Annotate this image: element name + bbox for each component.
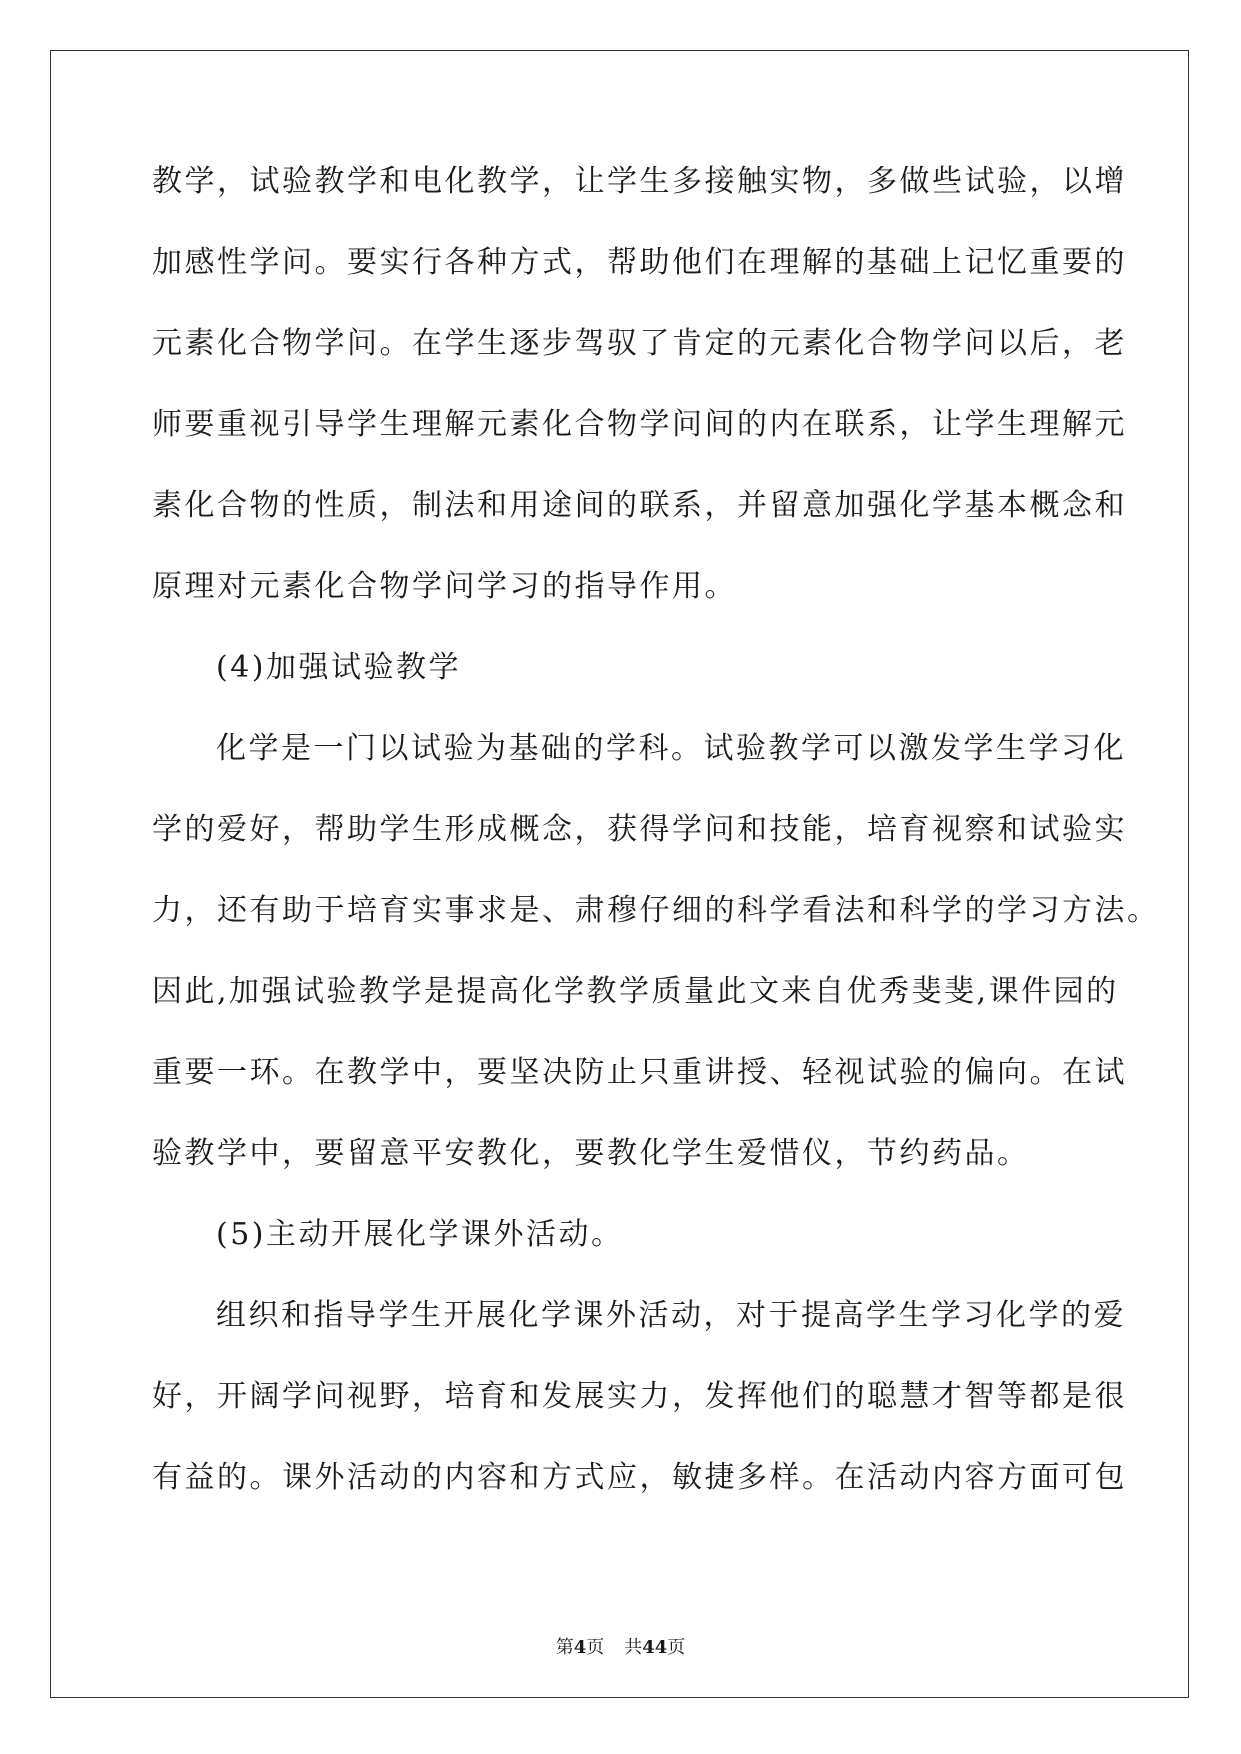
body-line: 有益的。课外活动的内容和方式应，敏捷多样。在活动内容方面可包 [152, 1460, 1127, 1495]
body-line: 素化合物的性质，制法和用途间的联系，并留意加强化学基本概念和 [152, 488, 1127, 523]
body-line: 好，开阔学问视野，培育和发展实力，发挥他们的聪慧才智等都是很 [152, 1379, 1127, 1414]
body-line: 验教学中，要留意平安教化，要教化学生爱惜仪，节约药品。 [152, 1136, 1030, 1171]
total-pages: 44 [642, 1637, 668, 1658]
section-heading: (4)加强试验教学 [216, 650, 461, 685]
body-line: 化学是一门以试验为基础的学科。试验教学可以激发学生学习化 [216, 731, 1126, 766]
page-prefix: 第 [555, 1637, 574, 1658]
page-footer [0, 1636, 1241, 1660]
body-line: 组织和指导学生开展化学课外活动，对于提高学生学习化学的爱 [216, 1298, 1126, 1333]
body-line: 重要一环。在教学中，要坚决防止只重讲授、轻视试验的偏向。在试 [152, 1055, 1127, 1090]
body-line: 原理对元素化合物学问学习的指导作用。 [152, 569, 737, 604]
body-line: 力，还有助于培育实事求是、肃穆仔细的科学看法和科学的学习方法。 [152, 893, 1160, 928]
total-suffix: 页 [667, 1637, 686, 1658]
section-heading: (5)主动开展化学课外活动。 [216, 1217, 624, 1252]
body-line: 师要重视引导学生理解元素化合物学问间的内在联系，让学生理解元 [152, 407, 1127, 442]
body-line: 元素化合物学问。在学生逐步驾驭了肯定的元素化合物学问以后，老 [152, 326, 1127, 361]
body-line: 教学，试验教学和电化教学，让学生多接触实物，多做些试验，以增 [152, 164, 1127, 199]
page-border [50, 50, 1189, 1698]
body-line: 加感性学问。要实行各种方式，帮助他们在理解的基础上记忆重要的 [152, 245, 1127, 280]
page-suffix: 页 [586, 1637, 605, 1658]
body-line: 学的爱好，帮助学生形成概念，获得学问和技能，培育视察和试验实 [152, 812, 1127, 847]
page-number: 4 [573, 1637, 587, 1658]
total-prefix: 共 [624, 1637, 643, 1658]
body-line: 因此,加强试验教学是提高化学教学质量此文来自优秀斐斐,课件园的 [152, 974, 1119, 1009]
